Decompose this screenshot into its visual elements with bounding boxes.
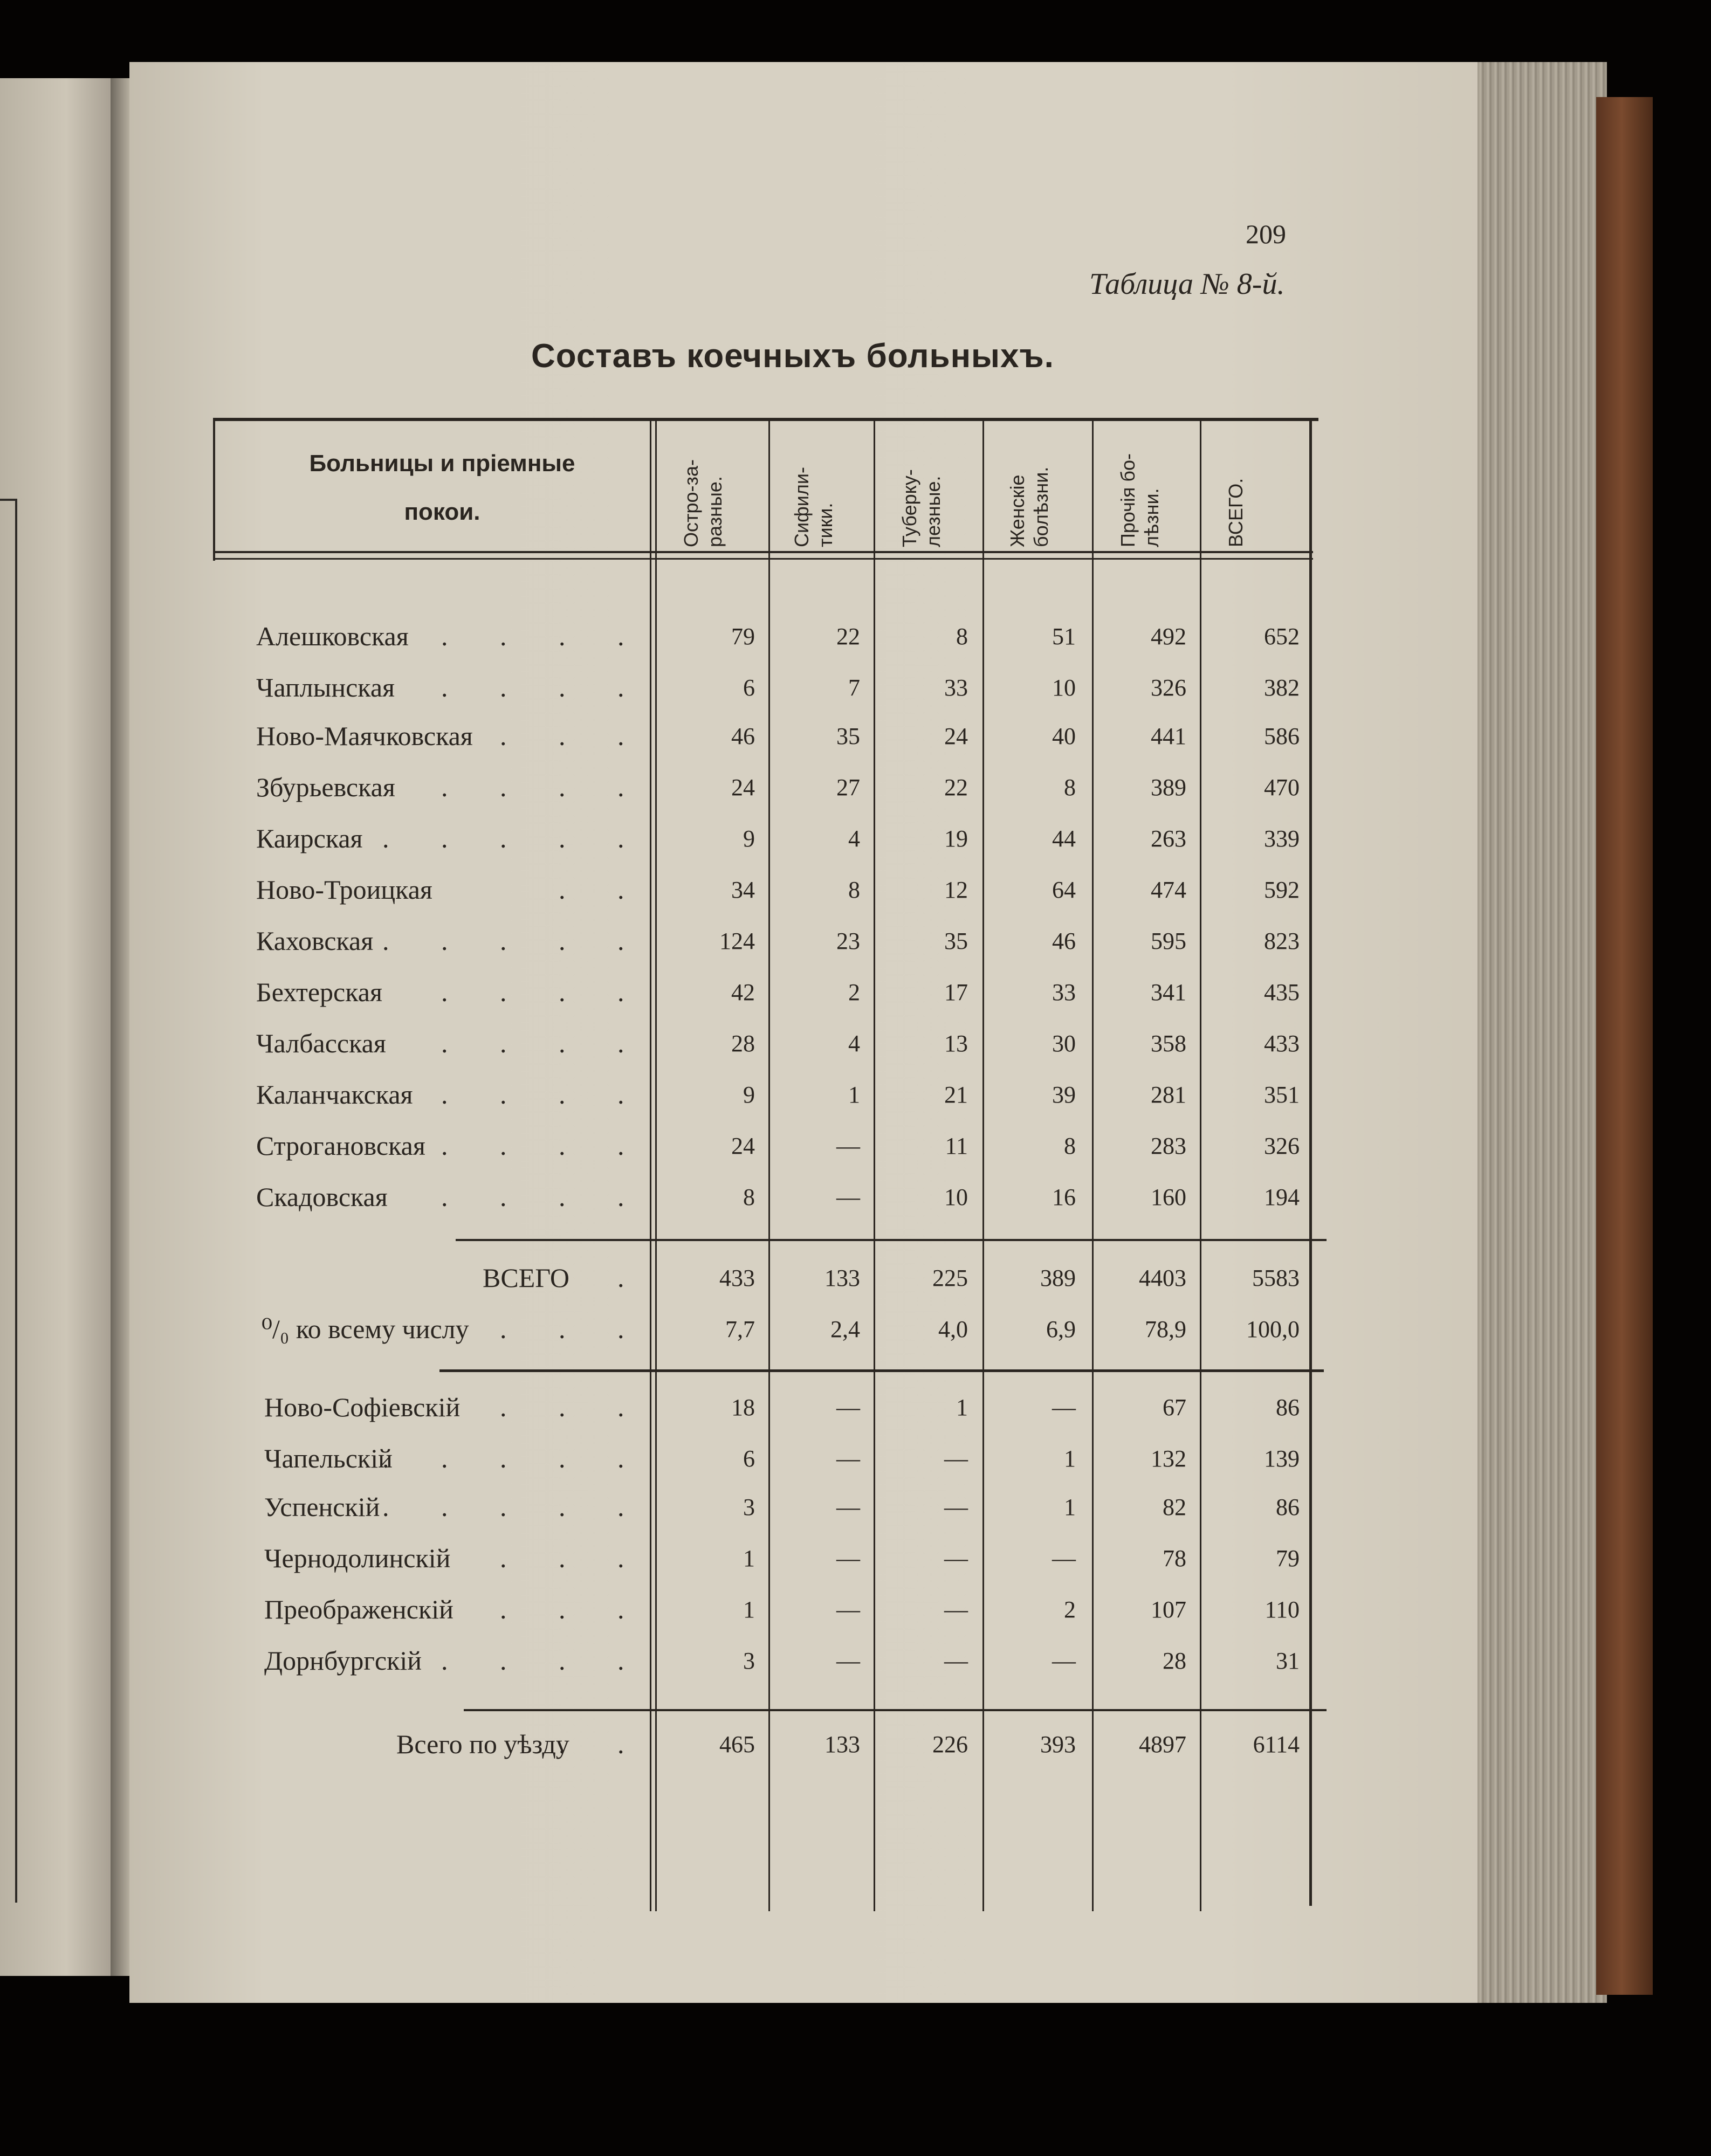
hospital-row-value-5: 433 <box>1264 1030 1300 1057</box>
hospital-row-value-4: 595 <box>1151 928 1186 954</box>
percent-row-value-5: 100,0 <box>1246 1316 1300 1342</box>
percent-bottom-rule <box>439 1369 1324 1372</box>
column-header-2 <box>898 469 945 547</box>
reception-row-label: Ново-Софіевскій <box>264 1392 461 1422</box>
reception-row-value-5: 31 <box>1276 1648 1300 1674</box>
hospital-row-value-5: 592 <box>1264 877 1300 903</box>
reception-row-value-4: 78 <box>1163 1545 1186 1572</box>
column-header-3 <box>1006 467 1053 547</box>
reception-row-value-3: — <box>1052 1648 1076 1674</box>
hospital-row-label: Ново-Маячковская <box>256 721 473 751</box>
hospital-row-value-2: 22 <box>944 774 968 801</box>
hospital-row-value-4: 389 <box>1151 774 1186 801</box>
hospital-row-label: Ново-Троицкая <box>256 874 432 905</box>
column-header-line1: ВСЕГО. <box>1225 478 1247 547</box>
reception-row-value-4: 82 <box>1163 1494 1186 1520</box>
hospital-row-label: Строгановская <box>256 1131 425 1161</box>
book-cover <box>1596 97 1653 1995</box>
hospital-row-value-2: 10 <box>944 1184 968 1210</box>
hospital-row-value-3: 33 <box>1052 979 1076 1005</box>
reception-row-value-1: — <box>836 1445 860 1472</box>
hospital-row-label: Бехтерская <box>256 977 382 1007</box>
column-header-line1: Прочія бо- <box>1117 453 1139 547</box>
percent-row-value-3: 6,9 <box>1046 1316 1076 1342</box>
reception-row-value-0: 1 <box>743 1596 755 1623</box>
district-total-row-value-3: 393 <box>1040 1731 1076 1758</box>
hospital-row-value-3: 8 <box>1064 774 1076 801</box>
hospital-row-value-5: 194 <box>1264 1184 1300 1210</box>
percent-row-value-1: 2,4 <box>830 1316 860 1342</box>
table-label: Таблица № 8-й. <box>1089 267 1285 301</box>
column-header-line2: лѣзни. <box>1140 488 1163 547</box>
reception-row-leader-dots: . . . <box>500 1392 647 1422</box>
hospital-row-label: Скадовская <box>256 1182 388 1212</box>
left-page-frame <box>0 499 17 1903</box>
hospital-row-value-1: 8 <box>848 877 860 903</box>
left-page <box>0 78 112 1976</box>
reception-row-value-4: 107 <box>1151 1596 1186 1623</box>
percent-row-value-0: 7,7 <box>725 1316 755 1342</box>
hospital-row-value-0: 8 <box>743 1184 755 1210</box>
hospital-row-value-0: 24 <box>731 1133 755 1159</box>
reception-row-value-0: 3 <box>743 1494 755 1520</box>
hospital-row-value-3: 40 <box>1052 723 1076 749</box>
hospital-row-label: Алешковская <box>256 621 409 651</box>
col-rule-3 <box>982 418 984 1911</box>
reception-row-value-1: — <box>836 1596 860 1623</box>
reception-row-leader-dots: . . . <box>500 1543 647 1573</box>
total-row-value-4: 4403 <box>1139 1265 1186 1291</box>
percent-row-value-2: 4,0 <box>938 1316 968 1342</box>
reception-row-leader-dots: . . . . . <box>382 1492 647 1522</box>
percent-row-leader-dots: . . . <box>500 1314 647 1344</box>
percent-row-label: ⁰/₀ ко всему числу <box>262 1314 469 1344</box>
col-rule-2 <box>874 418 875 1911</box>
hospital-row-value-1: — <box>836 1133 860 1159</box>
hospital-row-value-2: 13 <box>944 1030 968 1057</box>
hospital-row-value-0: 6 <box>743 674 755 701</box>
reception-row-value-0: 1 <box>743 1545 755 1572</box>
hospital-row-value-3: 39 <box>1052 1082 1076 1108</box>
hospital-row-label: Каховская <box>256 926 374 956</box>
hospital-row-value-2: 19 <box>944 825 968 852</box>
total-row-value-5: 5583 <box>1252 1265 1300 1291</box>
hospital-row-value-5: 652 <box>1264 623 1300 650</box>
reception-row-value-2: — <box>944 1445 968 1472</box>
reception-row-value-4: 132 <box>1151 1445 1186 1472</box>
hospital-row-value-0: 46 <box>731 723 755 749</box>
reception-row-value-3: 1 <box>1064 1445 1076 1472</box>
reception-row-label: Дорнбургскій <box>264 1645 422 1676</box>
total-row-leader-dots: . <box>617 1263 647 1293</box>
hospital-row-value-1: 1 <box>848 1082 860 1108</box>
header-bottom-rule-2 <box>213 558 1313 560</box>
hospital-row-leader-dots: . . <box>559 874 647 905</box>
hospital-row-leader-dots: . . . . <box>441 977 647 1007</box>
subtotal-rule <box>456 1239 1327 1241</box>
hospital-row-leader-dots: . . . . <box>441 1131 647 1161</box>
hospital-row-value-4: 283 <box>1151 1133 1186 1159</box>
reception-row-value-3: 2 <box>1064 1596 1076 1623</box>
district-total-row-leader-dots: . . <box>559 1729 647 1759</box>
hospital-row-value-1: — <box>836 1184 860 1210</box>
reception-row-value-3: — <box>1052 1394 1076 1421</box>
district-total-row-value-2: 226 <box>932 1731 968 1758</box>
reception-row-value-2: — <box>944 1494 968 1520</box>
reception-row-value-3: — <box>1052 1545 1076 1572</box>
hospital-row-value-3: 64 <box>1052 877 1076 903</box>
hospital-row-label: Каланчакская <box>256 1079 413 1110</box>
reception-row-value-5: 86 <box>1276 1394 1300 1421</box>
hospital-row-leader-dots: . . . . <box>441 1028 647 1058</box>
reception-row-value-1: — <box>836 1494 860 1520</box>
hospital-row-leader-dots: . . . . . <box>382 926 647 956</box>
column-header-5 <box>1224 478 1248 547</box>
district-rule <box>464 1709 1327 1711</box>
hospital-row-value-2: 35 <box>944 928 968 954</box>
hospital-row-value-0: 9 <box>743 825 755 852</box>
hospital-row-value-2: 21 <box>944 1082 968 1108</box>
district-total-row-value-4: 4897 <box>1139 1731 1186 1758</box>
hospital-row-value-4: 474 <box>1151 877 1186 903</box>
hospital-row-label: Чалбасская <box>256 1028 386 1058</box>
hospital-row-value-3: 10 <box>1052 674 1076 701</box>
hospital-row-value-1: 23 <box>836 928 860 954</box>
hospital-row-label: Каирская <box>256 823 363 853</box>
col-rule-5 <box>1200 418 1201 1911</box>
hospital-row-value-2: 11 <box>945 1133 968 1159</box>
reception-row-value-2: — <box>944 1648 968 1674</box>
total-row-value-3: 389 <box>1040 1265 1076 1291</box>
hospital-row-value-3: 8 <box>1064 1133 1076 1159</box>
reception-row-value-2: 1 <box>956 1394 968 1421</box>
hospital-row-value-4: 341 <box>1151 979 1186 1005</box>
hospital-row-value-2: 12 <box>944 877 968 903</box>
column-header-line2: тики. <box>814 502 836 547</box>
percent-row-value-4: 78,9 <box>1145 1316 1186 1342</box>
district-total-row-value-5: 6114 <box>1253 1731 1300 1758</box>
reception-row-value-5: 139 <box>1264 1445 1300 1472</box>
hospital-row-value-0: 28 <box>731 1030 755 1057</box>
hospital-row-value-1: 4 <box>848 1030 860 1057</box>
hospital-row-value-0: 124 <box>719 928 755 954</box>
reception-row-label: Чапельскій <box>264 1443 393 1473</box>
hospital-row-value-0: 24 <box>731 774 755 801</box>
hospital-row-value-5: 339 <box>1264 825 1300 852</box>
column-header-line1: Туберку- <box>898 469 920 547</box>
reception-row-value-5: 79 <box>1276 1545 1300 1572</box>
column-header-line2: лезные. <box>922 476 944 547</box>
hospital-row-value-1: 35 <box>836 723 860 749</box>
hospital-row-leader-dots: . . . . <box>441 672 647 702</box>
reception-row-value-4: 28 <box>1163 1648 1186 1674</box>
total-row-value-0: 433 <box>719 1265 755 1291</box>
page-number: 209 <box>1246 219 1286 249</box>
hospital-row-value-3: 16 <box>1052 1184 1076 1210</box>
hospital-header-line1: Больницы и пріемные <box>309 450 575 477</box>
hospital-row-value-5: 823 <box>1264 928 1300 954</box>
hospital-row-value-4: 263 <box>1151 825 1186 852</box>
hospital-row-leader-dots: . . . . <box>441 621 647 651</box>
hospital-row-leader-dots: . . . <box>500 721 647 751</box>
reception-row-value-1: — <box>836 1545 860 1572</box>
column-header-0 <box>679 459 727 547</box>
hospital-row-value-4: 281 <box>1151 1082 1186 1108</box>
hospital-row-value-3: 46 <box>1052 928 1076 954</box>
hospital-row-value-0: 9 <box>743 1082 755 1108</box>
reception-row-label: Чернодолинскій <box>264 1543 451 1573</box>
hospital-row-value-5: 435 <box>1264 979 1300 1005</box>
hospital-row-value-0: 79 <box>731 623 755 650</box>
district-total-row-value-0: 465 <box>719 1731 755 1758</box>
hospital-row-value-5: 382 <box>1264 674 1300 701</box>
hospital-row-value-2: 33 <box>944 674 968 701</box>
col-rule-1 <box>768 418 770 1911</box>
hospital-row-leader-dots: . . . . . <box>382 823 647 853</box>
hospital-row-value-0: 42 <box>731 979 755 1005</box>
reception-row-leader-dots: . . . . <box>441 1645 647 1676</box>
hospital-row-value-5: 470 <box>1264 774 1300 801</box>
hospital-row-value-1: 4 <box>848 825 860 852</box>
reception-row-leader-dots: . . . . . <box>382 1443 647 1473</box>
column-header-1 <box>790 467 837 547</box>
reception-row-value-0: 18 <box>731 1394 755 1421</box>
table-left-rule <box>213 418 215 561</box>
col-rule-4 <box>1092 418 1094 1911</box>
total-row-value-1: 133 <box>824 1265 860 1291</box>
reception-row-value-5: 86 <box>1276 1494 1300 1520</box>
col-rule-0b <box>655 418 657 1911</box>
hospital-row-value-0: 34 <box>731 877 755 903</box>
hospital-row-label: Чаплынская <box>256 672 395 702</box>
hospital-row-leader-dots: . . . . <box>441 1182 647 1212</box>
column-header-line1: Остро-за- <box>680 459 702 547</box>
hospital-row-leader-dots: . . . . <box>441 772 647 802</box>
hospital-row-value-5: 326 <box>1264 1133 1300 1159</box>
hospital-column-header <box>291 439 593 536</box>
hospital-row-value-5: 586 <box>1264 723 1300 749</box>
hospital-row-value-4: 326 <box>1151 674 1186 701</box>
hospital-row-value-4: 441 <box>1151 723 1186 749</box>
column-header-line2: болѣзни. <box>1030 466 1052 547</box>
column-header-line1: Женскіе <box>1006 474 1028 547</box>
reception-row-label: Успенскій <box>264 1492 380 1522</box>
hospital-row-value-2: 24 <box>944 723 968 749</box>
hospital-row-value-3: 44 <box>1052 825 1076 852</box>
hospital-row-value-2: 17 <box>944 979 968 1005</box>
table-title: Составъ коечныхъ больныхъ. <box>531 337 1054 375</box>
total-row-label: ВСЕГО <box>483 1263 570 1293</box>
reception-row-value-0: 3 <box>743 1648 755 1674</box>
hospital-row-value-3: 51 <box>1052 623 1076 650</box>
hospital-row-value-1: 2 <box>848 979 860 1005</box>
district-total-row-value-1: 133 <box>824 1731 860 1758</box>
reception-row-value-5: 110 <box>1265 1596 1300 1623</box>
hospital-row-value-5: 351 <box>1264 1082 1300 1108</box>
reception-row-label: Преображенскій <box>264 1594 453 1624</box>
col-rule-0 <box>650 418 651 1911</box>
reception-row-value-3: 1 <box>1064 1494 1076 1520</box>
book-gutter <box>111 78 129 1976</box>
hospital-row-value-1: 7 <box>848 674 860 701</box>
hospital-header-line2: покои. <box>404 499 480 525</box>
column-header-line1: Сифили- <box>791 467 813 547</box>
district-total-row-label: Всего по уѣзду <box>396 1729 569 1759</box>
reception-row-leader-dots: . . . <box>500 1594 647 1624</box>
reception-row-value-2: — <box>944 1545 968 1572</box>
hospital-row-value-4: 492 <box>1151 623 1186 650</box>
total-row-value-2: 225 <box>932 1265 968 1291</box>
hospital-row-value-3: 30 <box>1052 1030 1076 1057</box>
table-right-rule <box>1309 418 1312 1906</box>
hospital-row-value-1: 27 <box>836 774 860 801</box>
reception-row-value-1: — <box>836 1394 860 1421</box>
reception-row-value-1: — <box>836 1648 860 1674</box>
hospital-row-value-4: 358 <box>1151 1030 1186 1057</box>
hospital-row-value-2: 8 <box>956 623 968 650</box>
column-header-line2: разные. <box>704 476 726 547</box>
page-edges <box>1478 62 1607 2003</box>
header-bottom-rule <box>213 551 1313 553</box>
reception-row-value-2: — <box>944 1596 968 1623</box>
hospital-row-value-4: 160 <box>1151 1184 1186 1210</box>
reception-row-value-4: 67 <box>1163 1394 1186 1421</box>
hospital-row-leader-dots: . . . . <box>441 1079 647 1110</box>
column-header-4 <box>1116 453 1164 547</box>
reception-row-value-0: 6 <box>743 1445 755 1472</box>
hospital-row-value-1: 22 <box>836 623 860 650</box>
hospital-row-label: Збурьевская <box>256 772 395 802</box>
table-top-rule <box>213 418 1318 421</box>
